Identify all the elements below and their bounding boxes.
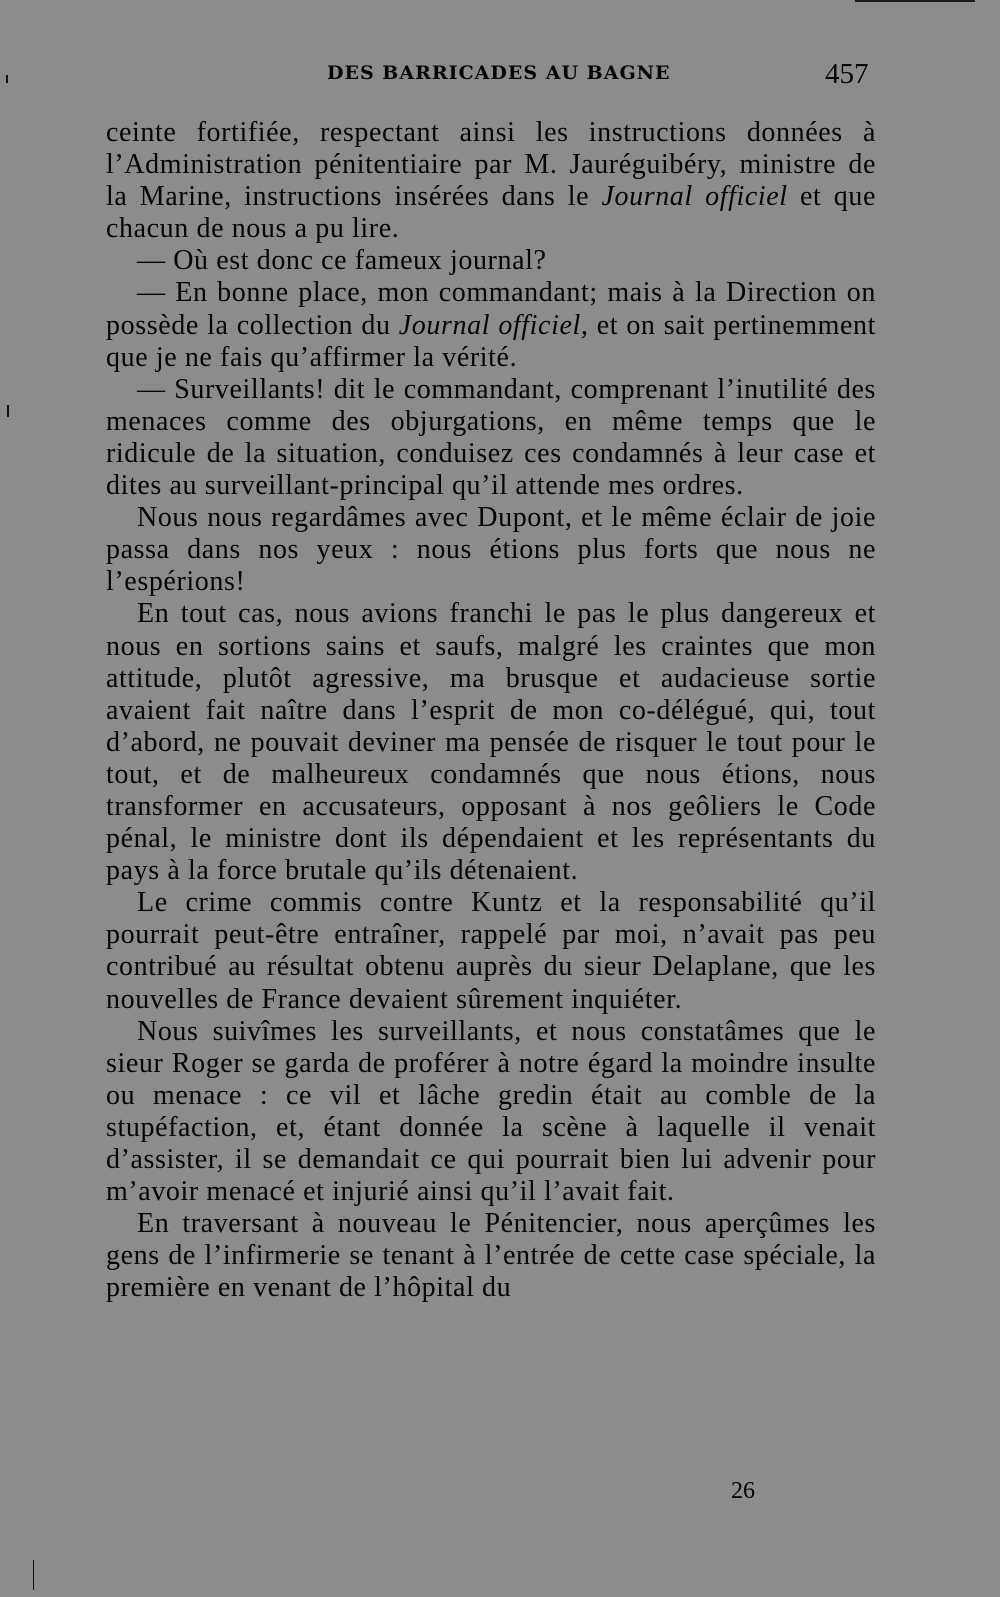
paragraph: En traversant à nouveau le Pénitencier, nous aperçûmes les gens de l’infirmerie se tenant à l’entrée de cette case spéciale, la première en venant de l’hôpital du	[106, 1208, 876, 1304]
text-run: ceinte fortifiée, respectant ainsi les instructions données à l’Administration pénitentiaire par M. Jauréguibéry, ministre de la Marine, instructions insérées dans le	[106, 117, 876, 213]
paragraph: Le crime commis contre Kuntz et la responsabilité qu’il pourrait peut-être entraîner, rappelé par moi, n’avait pas peu contribué au résultat obtenu auprès du sieur Delaplane, que les nouvelles de France devaient sûrement inquiéter.	[106, 887, 876, 1015]
paragraph	[106, 277, 876, 373]
paragraph	[106, 117, 876, 245]
text-run: et on sait pertinemment que je ne fais qu’affirmer la vérité.	[106, 309, 876, 373]
paragraph: En tout cas, nous avions franchi le pas le plus dangereux et nous en sortions sains et saufs, malgré les craintes que mon attitude, plutôt agressive, ma brusque et audacieuse sortie avaient fait naître dans l’esprit de mon co-délégué, qui, tout d’abord, ne pouvait deviner ma pensée de risquer le tout pour le tout, et de malheureux condamnés que nous étions, nous transformer en accusateurs, opposant à nos geôliers le Code pénal, le ministre dont ils dépendaient et les représentants du pays à la force brutale qu’ils détenaient.	[106, 598, 876, 887]
text-run: — En bonne place, mon commandant; mais à la Direction on possède la collection du	[106, 277, 876, 341]
margin-mark	[7, 405, 9, 417]
page-number: 457	[825, 58, 869, 90]
signature-mark: 26	[731, 1478, 755, 1504]
text-run: et que chacun de nous a pu lire.	[106, 181, 876, 245]
paragraph: — Où est donc ce fameux journal?	[137, 245, 547, 277]
paragraph: Nous suivîmes les surveillants, et nous constatâmes que le sieur Roger se garda de proférer à notre égard la moindre insulte ou menace : ce vil et lâche gredin était au comble de la stupéfaction, et, étant donnée la scène à laquelle il venait d’assister, il se demandait ce qui pourrait bien lui advenir pour m’avoir menacé et injurié ainsi qu’il l’avait fait.	[106, 1015, 876, 1208]
italic-title: Journal officiel,	[398, 309, 589, 341]
paragraph: — Surveillants! dit le commandant, comprenant l’inutilité des menaces comme des objurgations, en même temps que le ridicule de la situation, conduisez ces condamnés à leur case et dites au surveillant-principal qu’il attende mes ordres.	[106, 373, 876, 502]
margin-mark	[33, 1560, 34, 1590]
top-rule	[855, 0, 975, 2]
running-head: DES BARRICADES AU BAGNE	[327, 62, 671, 84]
paragraph: Nous nous regardâmes avec Dupont, et le même éclair de joie passa dans nos yeux : nous étions plus forts que nous ne l’espérions!	[106, 502, 876, 598]
italic-title: Journal officiel	[601, 181, 788, 213]
page-header	[0, 58, 1000, 94]
body-text	[106, 117, 876, 1304]
